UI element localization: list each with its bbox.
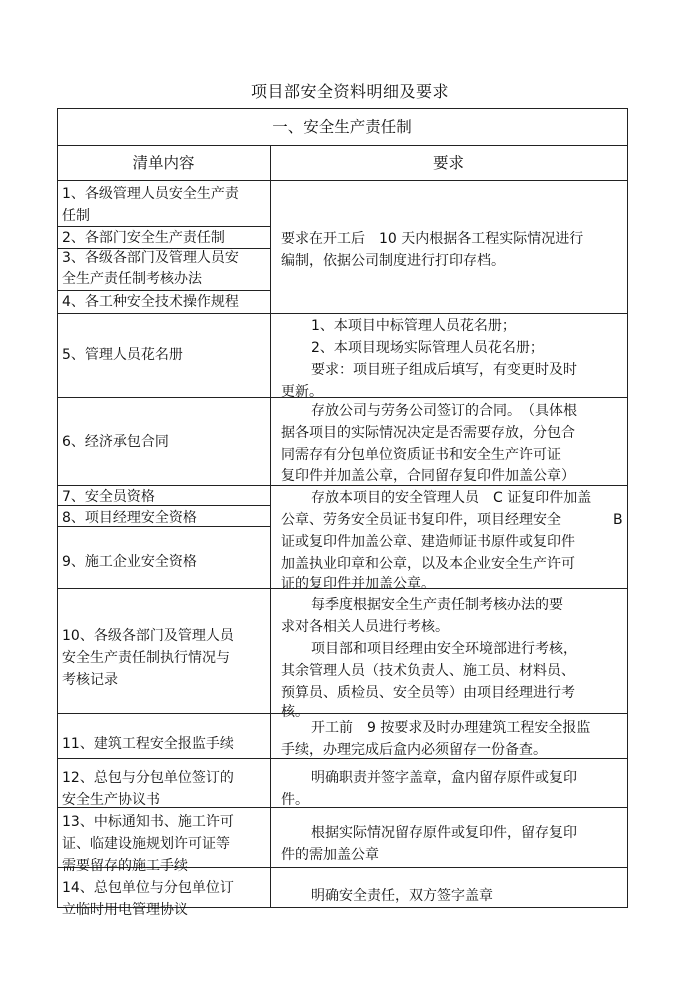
requirement-line: 据各项目的实际情况决定是否需要存放，分包合 bbox=[281, 425, 575, 441]
requirement-line: 要求：项目班子组成后填写，有变更时及时 bbox=[311, 362, 577, 378]
requirement-line: 存放公司与劳务公司签订的合同。 （具体根 bbox=[311, 403, 577, 419]
list-item: 任制 bbox=[62, 208, 90, 224]
requirement-line: 开工前 9 按要求及时办理建筑工程安全报监 bbox=[311, 720, 591, 736]
requirement-line: 件。 bbox=[281, 792, 309, 808]
requirement-line: 核。 bbox=[281, 704, 309, 720]
stray-letter: B bbox=[613, 512, 623, 528]
requirement-line: 证或复印件加盖公章、建造师证书原件或复印件 bbox=[281, 534, 575, 550]
list-item: 需要留存的施工手续 bbox=[62, 858, 188, 874]
requirement-line: 件的需加盖公章 bbox=[281, 847, 379, 863]
list-item: 13、中标通知书、施工许可 bbox=[62, 814, 234, 830]
list-item: 9、施工企业安全资格 bbox=[62, 554, 197, 570]
requirement-line: 证的复印件并加盖公章。 bbox=[281, 576, 435, 592]
list-item: 6、经济承包合同 bbox=[62, 434, 169, 450]
requirement-line: 每季度根据安全生产责任制考核办法的要 bbox=[311, 597, 563, 613]
requirement-line: 1、本项目中标管理人员花名册； bbox=[311, 318, 516, 334]
section-title: 一、安全生产责任制 bbox=[272, 118, 412, 136]
requirement-line: 更新。 bbox=[281, 384, 323, 400]
requirement-line: 同需存有分包单位资质证书和安全生产许可证 bbox=[281, 447, 561, 463]
list-item: 考核记录 bbox=[62, 672, 118, 688]
list-item: 全生产责任制考核办法 bbox=[62, 271, 202, 287]
list-item: 8、项目经理安全资格 bbox=[62, 510, 197, 526]
requirement-line: 根据实际情况留存原件或复印件，留存复印 bbox=[311, 825, 577, 841]
list-item: 5、管理人员花名册 bbox=[62, 347, 183, 363]
column-header-requirement: 要求 bbox=[432, 154, 464, 172]
list-item: 1、各级管理人员安全生产责 bbox=[62, 186, 239, 202]
list-item: 安全生产责任制执行情况与 bbox=[62, 650, 230, 666]
list-item: 7、安全员资格 bbox=[62, 489, 155, 505]
list-item: 11、建筑工程安全报监手续 bbox=[62, 736, 234, 752]
list-item: 3、各级各部门及管理人员安 bbox=[62, 250, 239, 266]
requirement-line: 存放本项目的安全管理人员 C 证复印件加盖 bbox=[311, 490, 592, 506]
list-item: 2、各部门安全生产责任制 bbox=[62, 230, 225, 246]
requirement-line: 预算员、质检员、安全员等）由项目经理进行考 bbox=[281, 685, 575, 701]
requirement-line: 求对各相关人员进行考核。 bbox=[281, 619, 449, 635]
requirement-line: 手续，办理完成后盒内必须留存一份备查。 bbox=[281, 742, 547, 758]
page-title: 项目部安全资料明细及要求 bbox=[250, 82, 449, 101]
list-item: 立临时用电管理协议 bbox=[62, 902, 188, 918]
requirement-line: 要求在开工后 10 天内根据各工程实际情况进行 bbox=[281, 231, 584, 247]
requirement-line: 编制，依据公司制度进行打印存档。 bbox=[281, 253, 505, 269]
list-item: 12、总包与分包单位签订的 bbox=[62, 770, 234, 786]
column-header-item: 清单内容 bbox=[132, 154, 195, 172]
list-item: 10、各级各部门及管理人员 bbox=[62, 628, 234, 644]
list-item: 安全生产协议书 bbox=[62, 792, 160, 808]
requirement-line: 2、本项目现场实际管理人员花名册； bbox=[311, 340, 544, 356]
requirement-line: 复印件并加盖公章，合同留存复印件加盖公章） bbox=[281, 468, 575, 484]
requirement-line: 公章、劳务安全员证书复印件，项目经理安全 bbox=[281, 512, 561, 528]
requirement-line: 其余管理人员（技术负责人、施工员、材料员、 bbox=[281, 663, 575, 679]
list-item: 4、各工种安全技术操作规程 bbox=[62, 294, 239, 310]
requirement-line: 加盖执业印章和公章，以及本企业安全生产许可 bbox=[281, 556, 575, 572]
requirement-line: 明确安全责任，双方签字盖章 bbox=[311, 888, 493, 904]
list-item: 证、临建设施规划许可证等 bbox=[62, 836, 230, 852]
requirement-line: 项目部和项目经理由安全环境部进行考核， bbox=[311, 641, 577, 657]
requirement-line: 明确职责并签字盖章，盒内留存原件或复印 bbox=[311, 770, 577, 786]
list-item: 14、总包单位与分包单位订 bbox=[62, 880, 234, 896]
